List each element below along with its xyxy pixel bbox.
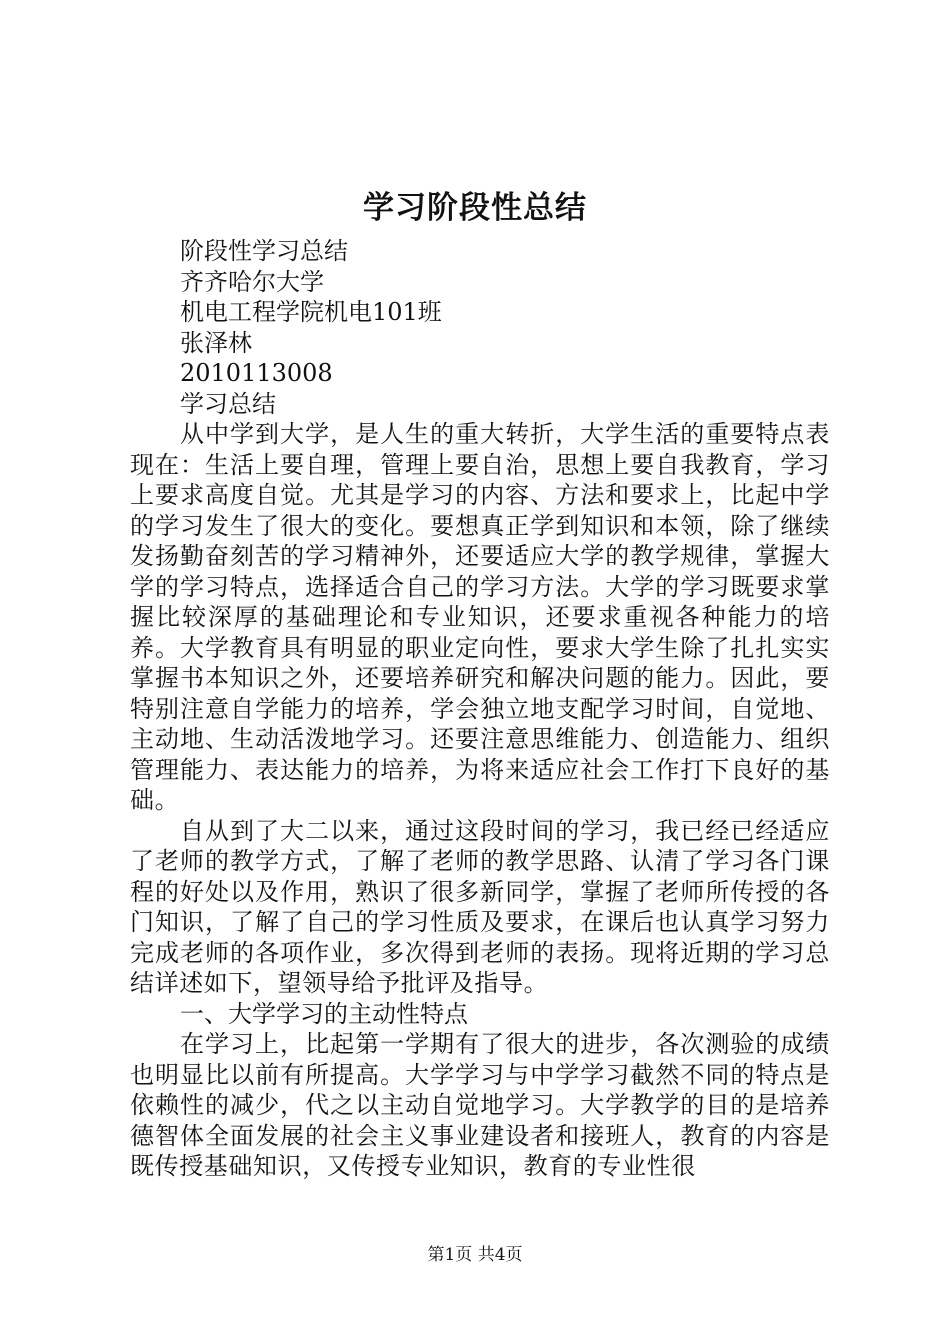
- header-line-class: 机电工程学院机电101班: [180, 298, 442, 326]
- header-line-summary-type: 阶段性学习总结: [180, 237, 348, 265]
- header-line-university: 齐齐哈尔大学: [180, 267, 324, 296]
- section-heading: 一、大学学习的主动性特点: [180, 999, 468, 1028]
- header-line-student-id: 2010113008: [180, 359, 333, 387]
- paragraph-progress: 自从到了大二以来，通过这段时间的学习，我已经已经适应了老师的教学方式，了解了老师的教学思路、认清了学习各门课程的好处以及作用，熟识了很多新同学，掌握了老师所传授的各门知识，了解了自己的学习性质及要求，在课后也认真学习努力完成老师的各项作业，多次得到老师的表扬。现将近期的学习总结详述如下，望领导给予批评及指导。: [130, 816, 830, 997]
- header-line-section-title: 学习总结: [180, 389, 276, 418]
- document-body: [130, 236, 830, 1182]
- paragraph-section-one: 在学习上，比起第一学期有了很大的进步，各次测验的成绩也明显比以前有所提高。大学学习与中学学习截然不同的特点是依赖性的减少，代之以主动自觉地学习。大学教学的目的是培养德智体全面发展的社会主义事业建设者和接班人，教育的内容是既传授基础知识，又传授专业知识，教育的专业性很: [130, 1030, 830, 1180]
- document-title: 学习阶段性总结: [363, 190, 587, 226]
- header-line-author: 张泽林: [180, 328, 252, 357]
- paragraph-intro: 从中学到大学，是人生的重大转折，大学生活的重要特点表现在：生活上要自理，管理上要自治，思想上要自我教育，学习上要求高度自觉。尤其是学习的内容、方法和要求上，比起中学的学习发生了很大的变化。要想真正学到知识和本领，除了继续发扬勤奋刻苦的学习精神外，还要适应大学的教学规律，掌握大学的学习特点，选择适合自己的学习方法。大学的学习既要求掌握比较深厚的基础理论和专业知识，还要求重视各种能力的培养。大学教育具有明显的职业定向性，要求大学生除了扎扎实实掌握书本知识之外，还要培养研究和解决问题的能力。因此，要特别注意自学能力的培养，学会独立地支配学习时间，自觉地、主动地、生动活泼地学习。还要注意思维能力、创造能力、组织管理能力、表达能力的培养，为将来适应社会工作打下良好的基础。: [130, 420, 830, 814]
- page-footer: 第1页 共4页: [427, 1245, 523, 1265]
